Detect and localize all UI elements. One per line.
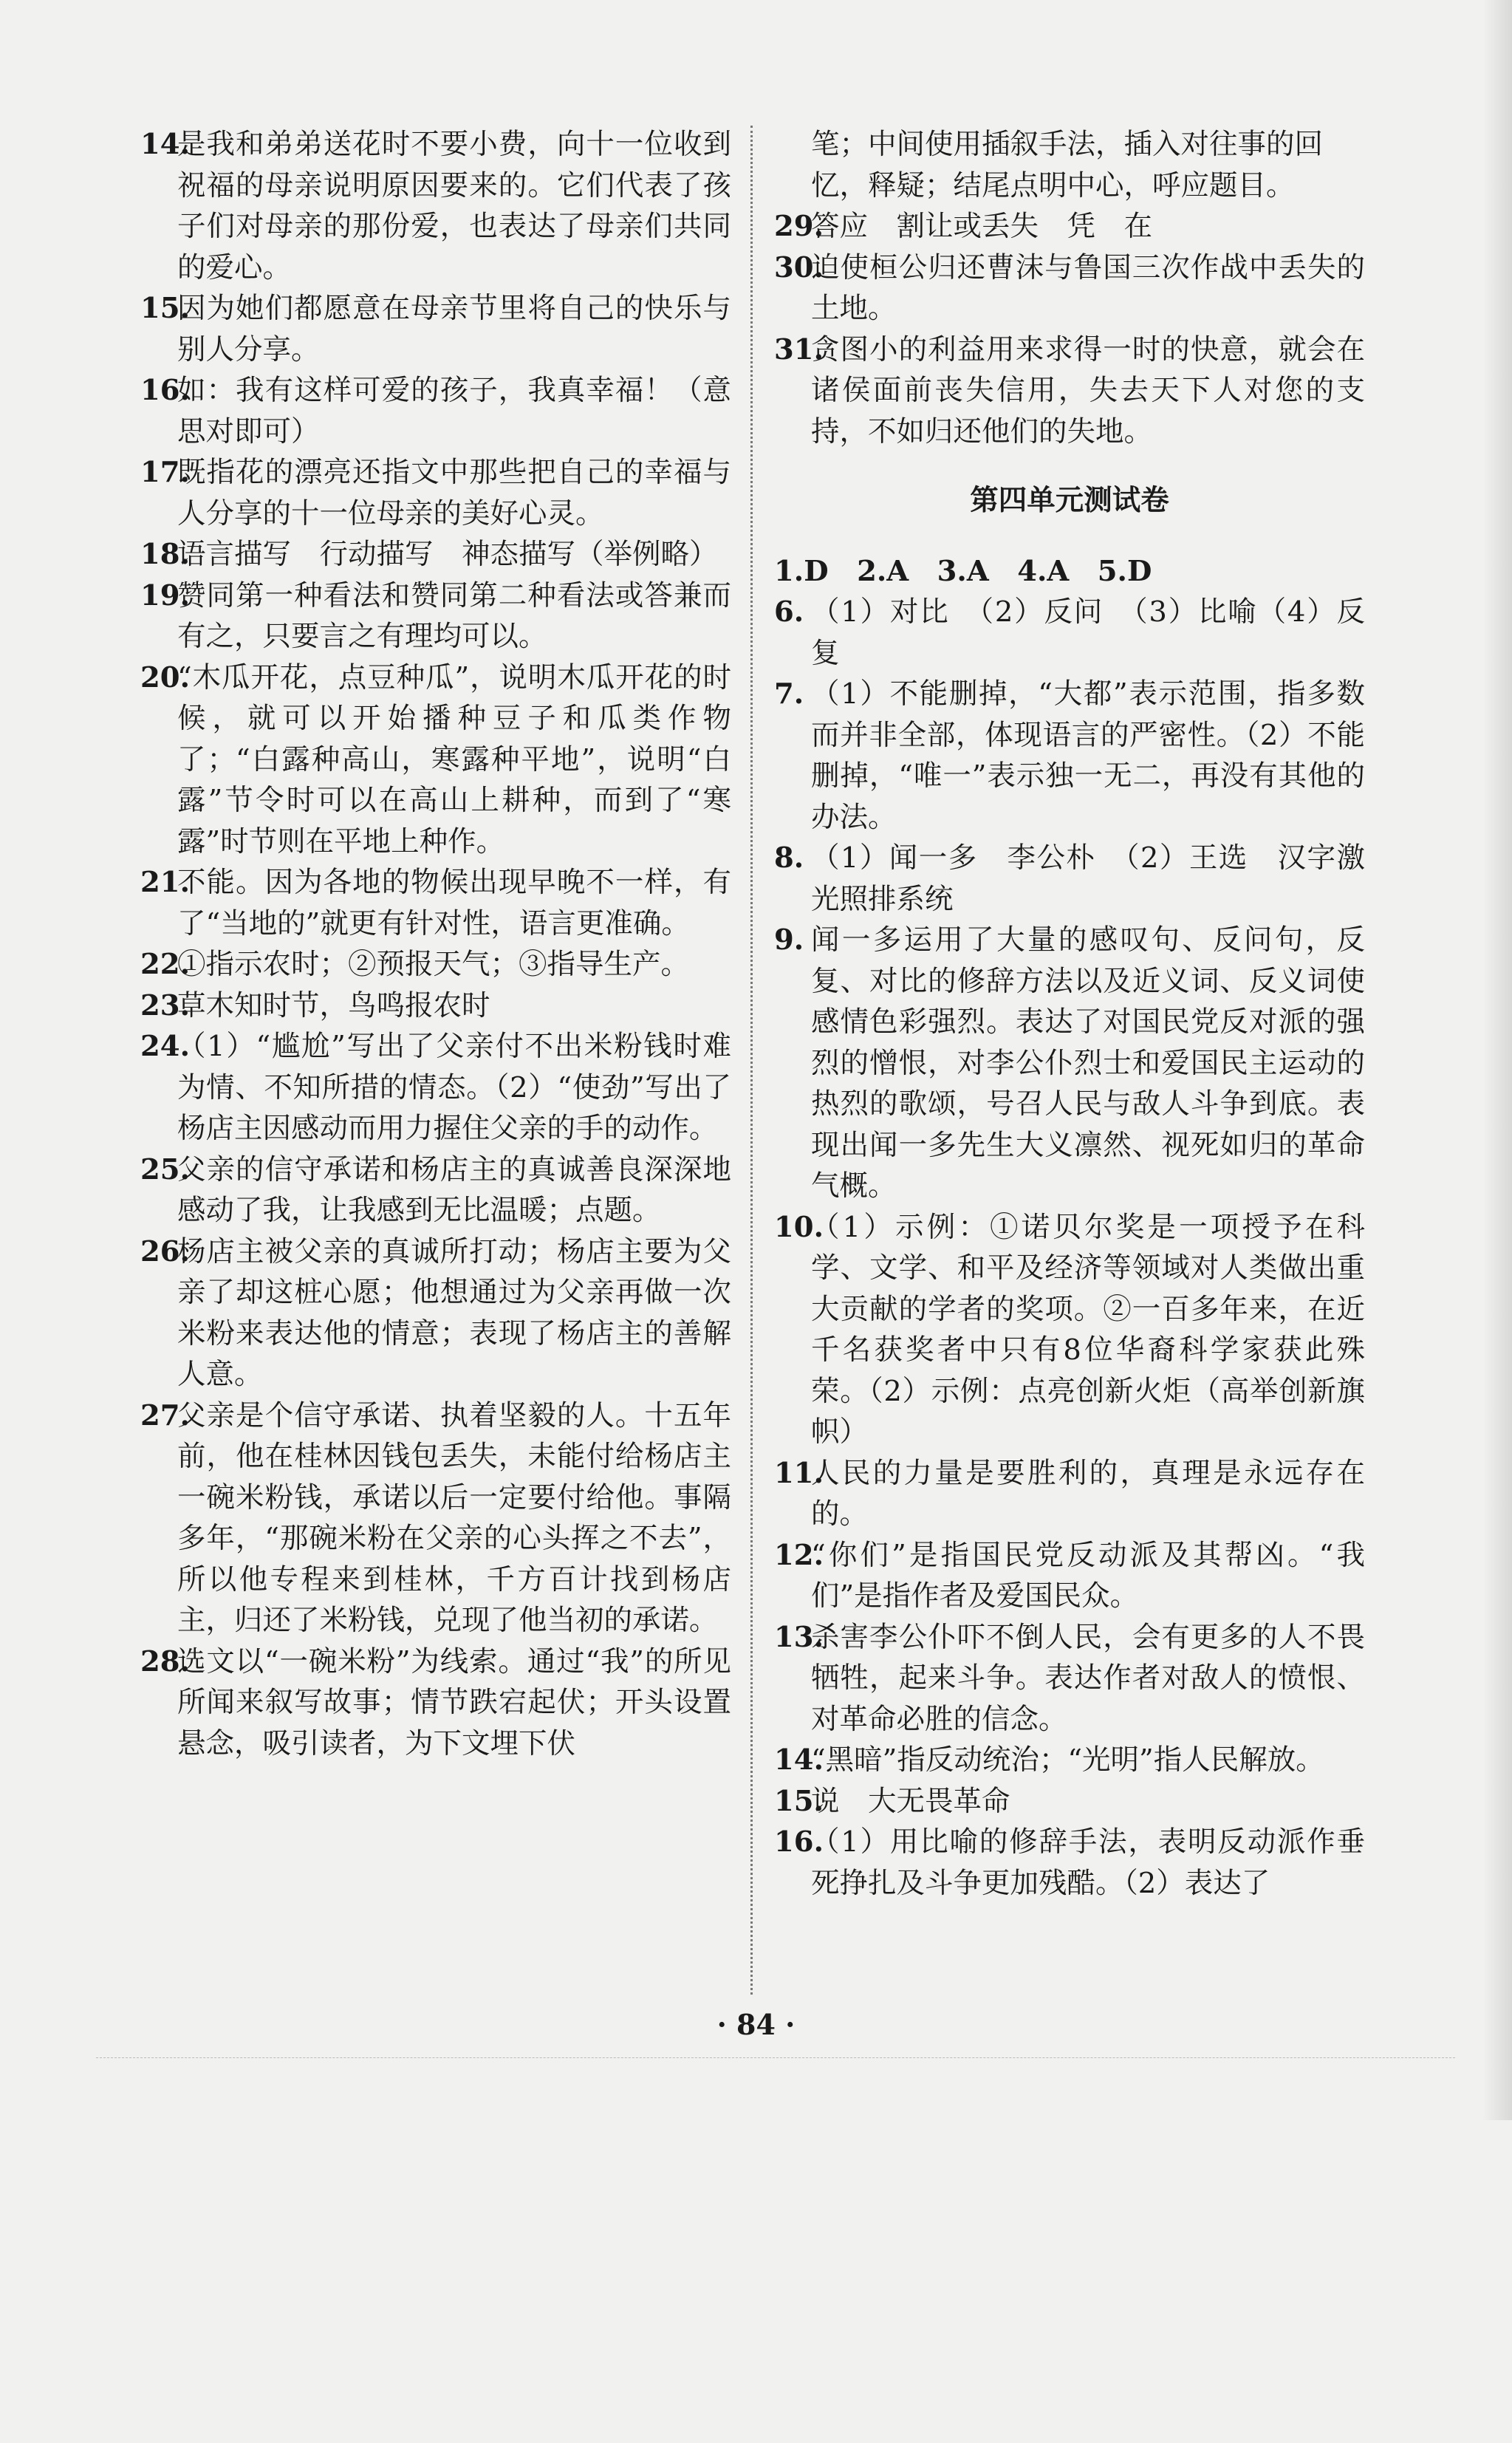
answer-item <box>140 452 731 534</box>
answer-number: 13. <box>774 1620 824 1654</box>
answer-number: 29. <box>774 210 824 243</box>
bottom-rule <box>96 2057 1455 2058</box>
section-title: 第四单元测试卷 <box>970 484 1169 517</box>
answer-text: （1）示例：①诺贝尔奖是一项授予在科学、文学、和平及经济等领域对人类做出重大贡献的学者的奖项。②一百多年来，在近千名获奖者中只有8位华裔科学家获此殊荣。（2）示例：点亮创新火炬（高举创新旗帜） <box>811 1210 1365 1449</box>
answer-number: 12. <box>774 1538 824 1572</box>
answer-item <box>774 1781 1365 1822</box>
answer-item <box>140 124 731 288</box>
answer-number: 17. <box>140 456 190 489</box>
answer-item <box>140 288 731 370</box>
answer-item <box>774 329 1365 453</box>
answer-number: 11. <box>774 1456 824 1490</box>
answer-text: 既指花的漂亮还指文中那些把自己的幸福与人分享的十一位母亲的美好心灵。 <box>177 456 731 530</box>
answer-number: 14. <box>140 128 190 161</box>
answer-item <box>140 370 731 452</box>
right-items-top <box>774 206 1365 452</box>
answer-text: 因为她们都愿意在母亲节里将自己的快乐与别人分享。 <box>177 292 731 366</box>
answer-item <box>774 592 1365 674</box>
answer-number: 9. <box>774 923 804 957</box>
answer-item <box>774 206 1365 247</box>
answer-text: （1）对比 （2）反问 （3）比喻（4）反复 <box>811 595 1365 670</box>
answer-text: 选文以“一碗米粉”为线索。通过“我”的所见所闻来叙写故事；情节跌宕起伏；开头设置悬念，吸引读者，为下文埋下伏 <box>177 1644 731 1760</box>
answer-item <box>140 862 731 944</box>
answer-number: 22. <box>140 948 190 981</box>
answer-item <box>140 1231 731 1395</box>
answer-item <box>774 1453 1365 1535</box>
column-divider <box>750 126 753 1995</box>
answer-text: 闻一多运用了大量的感叹句、反问句，反复、对比的修辞方法以及近义词、反义词使感情色彩强烈。表达了对国民党反对派的强烈的憎恨，对李公仆烈士和爱国民主运动的热烈的歌颂，号召人民与敌人斗争到底。表现出闻一多先生大义凛然、视死如归的革命气概。 <box>811 923 1365 1203</box>
answer-item <box>140 1149 731 1231</box>
answer-text: 父亲是个信守承诺、执着坚毅的人。十五年前，他在桂林因钱包丢失，未能付给杨店主一碗米粉钱，承诺以后一定要付给他。事隔多年，“那碗米粉在父亲的心头挥之不去”，所以他专程来到桂林，千方百计找到杨店主，归还了米粉钱，兑现了他当初的承诺。 <box>177 1398 731 1637</box>
answer-number: 16. <box>774 1825 824 1859</box>
answer-text: “你们”是指国民党反动派及其帮凶。“我们”是指作者及爱国民众。 <box>811 1538 1365 1613</box>
answer-item <box>140 985 731 1027</box>
answer-item <box>774 1740 1365 1781</box>
answer-number: 21. <box>140 866 190 899</box>
answer-item <box>140 534 731 575</box>
answer-text: （1）用比喻的修辞手法，表明反动派作垂死挣扎及斗争更加残酷。（2）表达了 <box>811 1825 1365 1900</box>
answer-item <box>774 247 1365 329</box>
answer-item <box>140 657 731 863</box>
answer-text: （1）不能删掉，“大都”表示范围，指多数而并非全部，体现语言的严密性。（2）不能删掉，“唯一”表示独一无二，再没有其他的办法。 <box>811 677 1365 834</box>
answer-number: 27. <box>140 1398 190 1432</box>
answer-item <box>774 1535 1365 1617</box>
answer-text: （1）闻一多 李公朴 （2）王选 汉字激光照排系统 <box>811 841 1365 916</box>
answer-number: 26. <box>140 1234 190 1268</box>
answer-item <box>140 944 731 985</box>
multiple-choice-answers: 1.D 2.A 3.A 4.A 5.D <box>774 554 1152 588</box>
answer-text: 是我和弟弟送花时不要小费，向十一位收到祝福的母亲说明原因要来的。它们代表了孩子们对母亲的那份爱，也表达了母亲们共同的爱心。 <box>177 128 731 284</box>
answer-item <box>774 838 1365 920</box>
answer-number: 30. <box>774 250 824 284</box>
answer-number: 19. <box>140 578 190 612</box>
answer-item <box>774 1207 1365 1453</box>
answer-number: 25. <box>140 1152 190 1186</box>
answer-number: 20. <box>140 660 190 694</box>
answer-text: 草木知时节，鸟鸣报农时 <box>177 988 490 1022</box>
answer-number: 23. <box>140 988 190 1022</box>
answer-number: 28. <box>140 1644 190 1678</box>
answer-text: 杨店主被父亲的真诚所打动；杨店主要为父亲了却这桩心愿；他想通过为父亲再做一次米粉来表达他的情意；表现了杨店主的善解人意。 <box>177 1234 731 1391</box>
answer-text: 迫使桓公归还曹沫与鲁国三次作战中丢失的土地。 <box>811 250 1365 325</box>
answer-text: “黑暗”指反动统治；“光明”指人民解放。 <box>811 1743 1324 1777</box>
answer-item <box>774 1822 1365 1904</box>
answer-text: 赞同第一种看法和赞同第二种看法或答兼而有之，只要言之有理均可以。 <box>177 578 731 653</box>
answer-text: （1）“尴尬”写出了父亲付不出米粉钱时难为情、不知所措的情态。（2）“使劲”写出了杨店主因感动而用力握住父亲的手的动作。 <box>177 1030 731 1145</box>
continuation-text: 笔；中间使用插叙手法，插入对往事的回忆，释疑；结尾点明中心，呼应题目。 <box>811 128 1324 202</box>
answer-text: 如：我有这样可爱的孩子，我真幸福！（意思对即可） <box>177 374 731 448</box>
page-number: · 84 · <box>716 2008 796 2041</box>
answer-item <box>140 1641 731 1765</box>
answer-item <box>774 1617 1365 1740</box>
right-column <box>774 124 1365 1904</box>
answer-text: 父亲的信守承诺和杨店主的真诚善良深深地感动了我，让我感到无比温暖；点题。 <box>177 1152 731 1227</box>
answer-number: 10. <box>774 1210 824 1244</box>
answer-text: 杀害李公仆吓不倒人民，会有更多的人不畏牺牲，起来斗争。表达作者对敌人的愤恨、对革命必胜的信念。 <box>811 1620 1365 1736</box>
answer-number: 7. <box>774 677 804 711</box>
answer-item <box>140 1395 731 1641</box>
answer-number: 16. <box>140 374 190 407</box>
answer-text: 贪图小的利益用来求得一时的快意，就会在诸侯面前丧失信用，失去天下人对您的支持，不如归还他们的失地。 <box>811 332 1365 448</box>
left-column <box>140 124 731 1764</box>
answer-number: 8. <box>774 841 804 875</box>
answer-item <box>140 1026 731 1149</box>
answer-number: 31. <box>774 332 824 366</box>
answer-number: 15. <box>140 292 190 325</box>
answer-text: 语言描写 行动描写 神态描写（举例略） <box>177 538 718 571</box>
answer-item <box>140 575 731 657</box>
answer-text: 说 大无畏革命 <box>811 1784 1010 1818</box>
answer-number: 6. <box>774 595 804 629</box>
answer-number: 24. <box>140 1030 190 1063</box>
answer-number: 14. <box>774 1743 824 1777</box>
answer-text: 人民的力量是要胜利的，真理是永远存在的。 <box>811 1456 1365 1531</box>
answer-item <box>774 674 1365 838</box>
answer-item <box>774 920 1365 1207</box>
answer-number: 18. <box>140 538 190 571</box>
answer-text: 答应 割让或丢失 凭 在 <box>811 210 1153 243</box>
answer-text: ①指示农时；②预报天气；③指导生产。 <box>177 948 690 981</box>
paper-edge <box>1482 0 1512 2120</box>
right-items-bottom <box>774 592 1365 1904</box>
answer-number: 15. <box>774 1784 824 1818</box>
answer-text: “木瓜开花，点豆种瓜”，说明木瓜开花的时候，就可以开始播种豆子和瓜类作物了；“白露种高山，寒露种平地”，说明“白露”节令时可以在高山上耕种，而到了“寒露”时节则在平地上种作。 <box>177 660 731 858</box>
answer-text: 不能。因为各地的物候出现早晚不一样，有了“当地的”就更有针对性，语言更准确。 <box>177 866 731 940</box>
